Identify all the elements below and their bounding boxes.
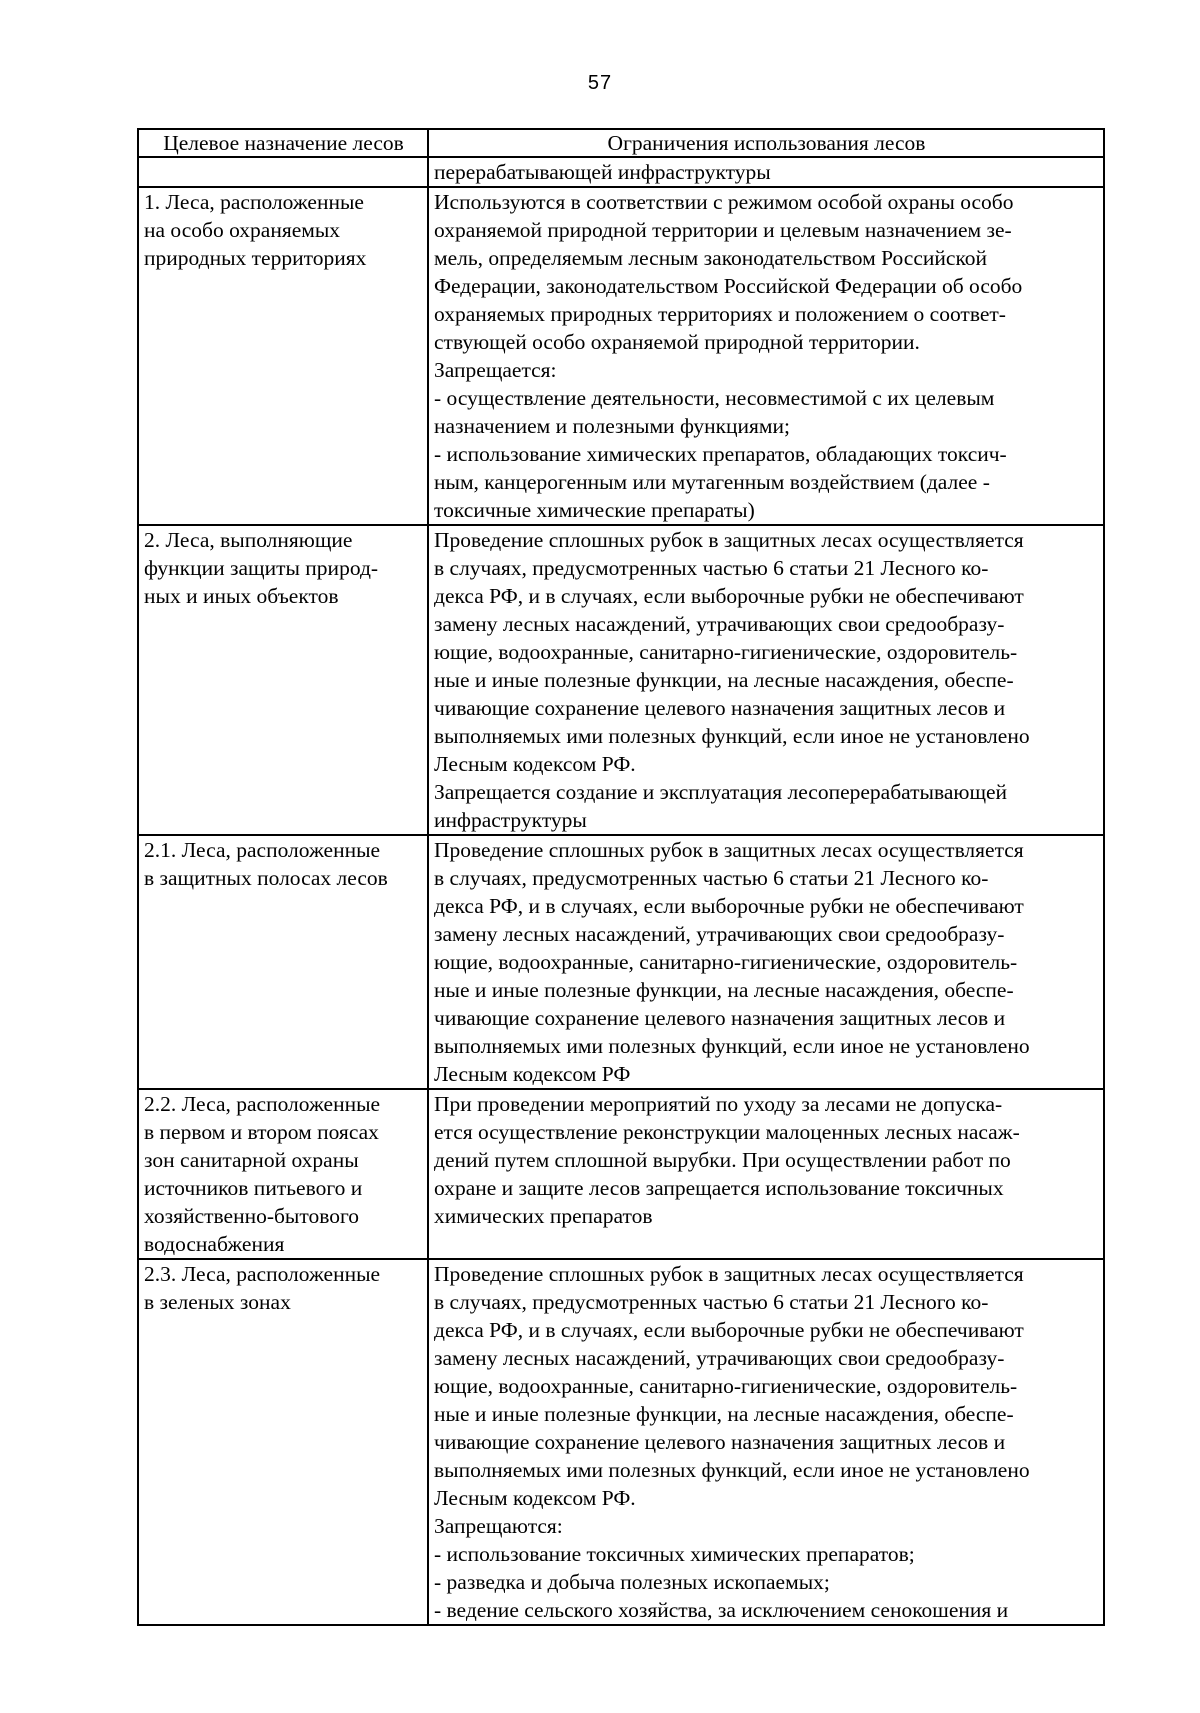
table-row: [138, 1259, 1104, 1625]
purpose-text: 2.3. Леса, расположенные в зеленых зонах: [144, 1262, 381, 1314]
purpose-cell: [138, 835, 428, 1089]
purpose-text: 2. Леса, выполняющие функции защиты природ- ных и иных объектов: [144, 528, 379, 608]
header-purpose: Целевое назначение лесов: [138, 129, 428, 157]
restriction-paragraph: Запрещаются:: [434, 1514, 563, 1538]
restriction-paragraph: При проведении мероприятий по уходу за лесами не допуска- ется осуществление реконструкции малоценных лесных насаж- дений путем сплошной вырубки. При осуществлении работ по охране и защите лесов запрещается использование токсичных химических препаратов: [434, 1092, 1020, 1228]
purpose-cell: [138, 157, 428, 187]
restriction-paragraph: - использование химических препаратов, обладающих токсич- ным, канцерогенным или мутагенным воздействием (далее - токсичные химические препараты): [434, 442, 1007, 522]
restriction-paragraph: - ведение сельского хозяйства, за исключением сенокошения и: [434, 1598, 1009, 1622]
forest-restrictions-table: [137, 128, 1105, 1626]
table-header-row: [138, 129, 1104, 157]
restriction-paragraph: Запрещается:: [434, 358, 557, 382]
table-row: [138, 1089, 1104, 1259]
purpose-text: 2.1. Леса, расположенные в защитных полосах лесов: [144, 838, 388, 890]
restrictions-cell: [428, 1089, 1104, 1259]
purpose-cell: [138, 1089, 428, 1259]
restriction-paragraph: Проведение сплошных рубок в защитных лесах осуществляется в случаях, предусмотренных частью 6 статьи 21 Лесного ко- декса РФ, и в случаях, если выборочные рубки не обеспечивают замену лесных насаждений, утрачивающих свои средообразу- ющие, водоохранные, санитарно-гигиенические, оздоровитель- ные и иные полезные функции, на лесные насаждения, обеспе- чивающие сохранение целевого назначения защитных лесов и выполняемых ими полезных функций, если иное не установлено Лесным кодексом РФ.: [434, 1262, 1030, 1510]
purpose-cell: [138, 187, 428, 525]
restrictions-cell: [428, 1259, 1104, 1625]
restrictions-cell: [428, 157, 1104, 187]
table-row: [138, 525, 1104, 835]
restriction-paragraph: - осуществление деятельности, несовместимой с их целевым назначением и полезными функциями;: [434, 386, 995, 438]
table-row: [138, 187, 1104, 525]
page-number: 57: [587, 72, 613, 94]
restrictions-cell: [428, 525, 1104, 835]
restriction-paragraph: - использование токсичных химических препаратов;: [434, 1542, 915, 1566]
purpose-cell: [138, 1259, 428, 1625]
table-row: [138, 835, 1104, 1089]
restriction-paragraph: Проведение сплошных рубок в защитных лесах осуществляется в случаях, предусмотренных частью 6 статьи 21 Лесного ко- декса РФ, и в случаях, если выборочные рубки не обеспечивают замену лесных насаждений, утрачивающих свои средообразу- ющие, водоохранные, санитарно-гигиенические, оздоровитель- ные и иные полезные функции, на лесные насаждения, обеспе- чивающие сохранение целевого назначения защитных лесов и выполняемых ими полезных функций, если иное не установлено Лесным кодексом РФ: [434, 838, 1030, 1086]
restriction-paragraph: Проведение сплошных рубок в защитных лесах осуществляется в случаях, предусмотренных частью 6 статьи 21 Лесного ко- декса РФ, и в случаях, если выборочные рубки не обеспечивают замену лесных насаждений, утрачивающих свои средообразу- ющие, водоохранные, санитарно-гигиенические, оздоровитель- ные и иные полезные функции, на лесные насаждения, обеспе- чивающие сохранение целевого назначения защитных лесов и выполняемых ими полезных функций, если иное не установлено Лесным кодексом РФ.: [434, 528, 1030, 776]
restriction-paragraph: Запрещается создание и эксплуатация лесоперерабатывающей инфраструктуры: [434, 780, 1008, 832]
restrictions-cell: [428, 835, 1104, 1089]
header-restrictions: Ограничения использования лесов: [428, 129, 1104, 157]
restrictions-cell: [428, 187, 1104, 525]
purpose-cell: [138, 525, 428, 835]
purpose-text: 1. Леса, расположенные на особо охраняемых природных территориях: [144, 190, 367, 270]
restriction-paragraph: - разведка и добыча полезных ископаемых;: [434, 1570, 830, 1594]
table-row: [138, 157, 1104, 187]
restriction-paragraph: Используются в соответствии с режимом особой охраны особо охраняемой природной территории и целевым назначением зе- мель, определяемым лесным законодательством Российской Федерации, законодательством Российской Федерации об особо охраняемых природных территориях и положением о соответ- ствующей особо охраняемой природной территории.: [434, 190, 1023, 354]
purpose-text: 2.2. Леса, расположенные в первом и втором поясах зон санитарной охраны источников питьевого и хозяйственно-бытового водоснабжения: [144, 1092, 381, 1256]
restriction-paragraph: перерабатывающей инфраструктуры: [434, 160, 771, 184]
